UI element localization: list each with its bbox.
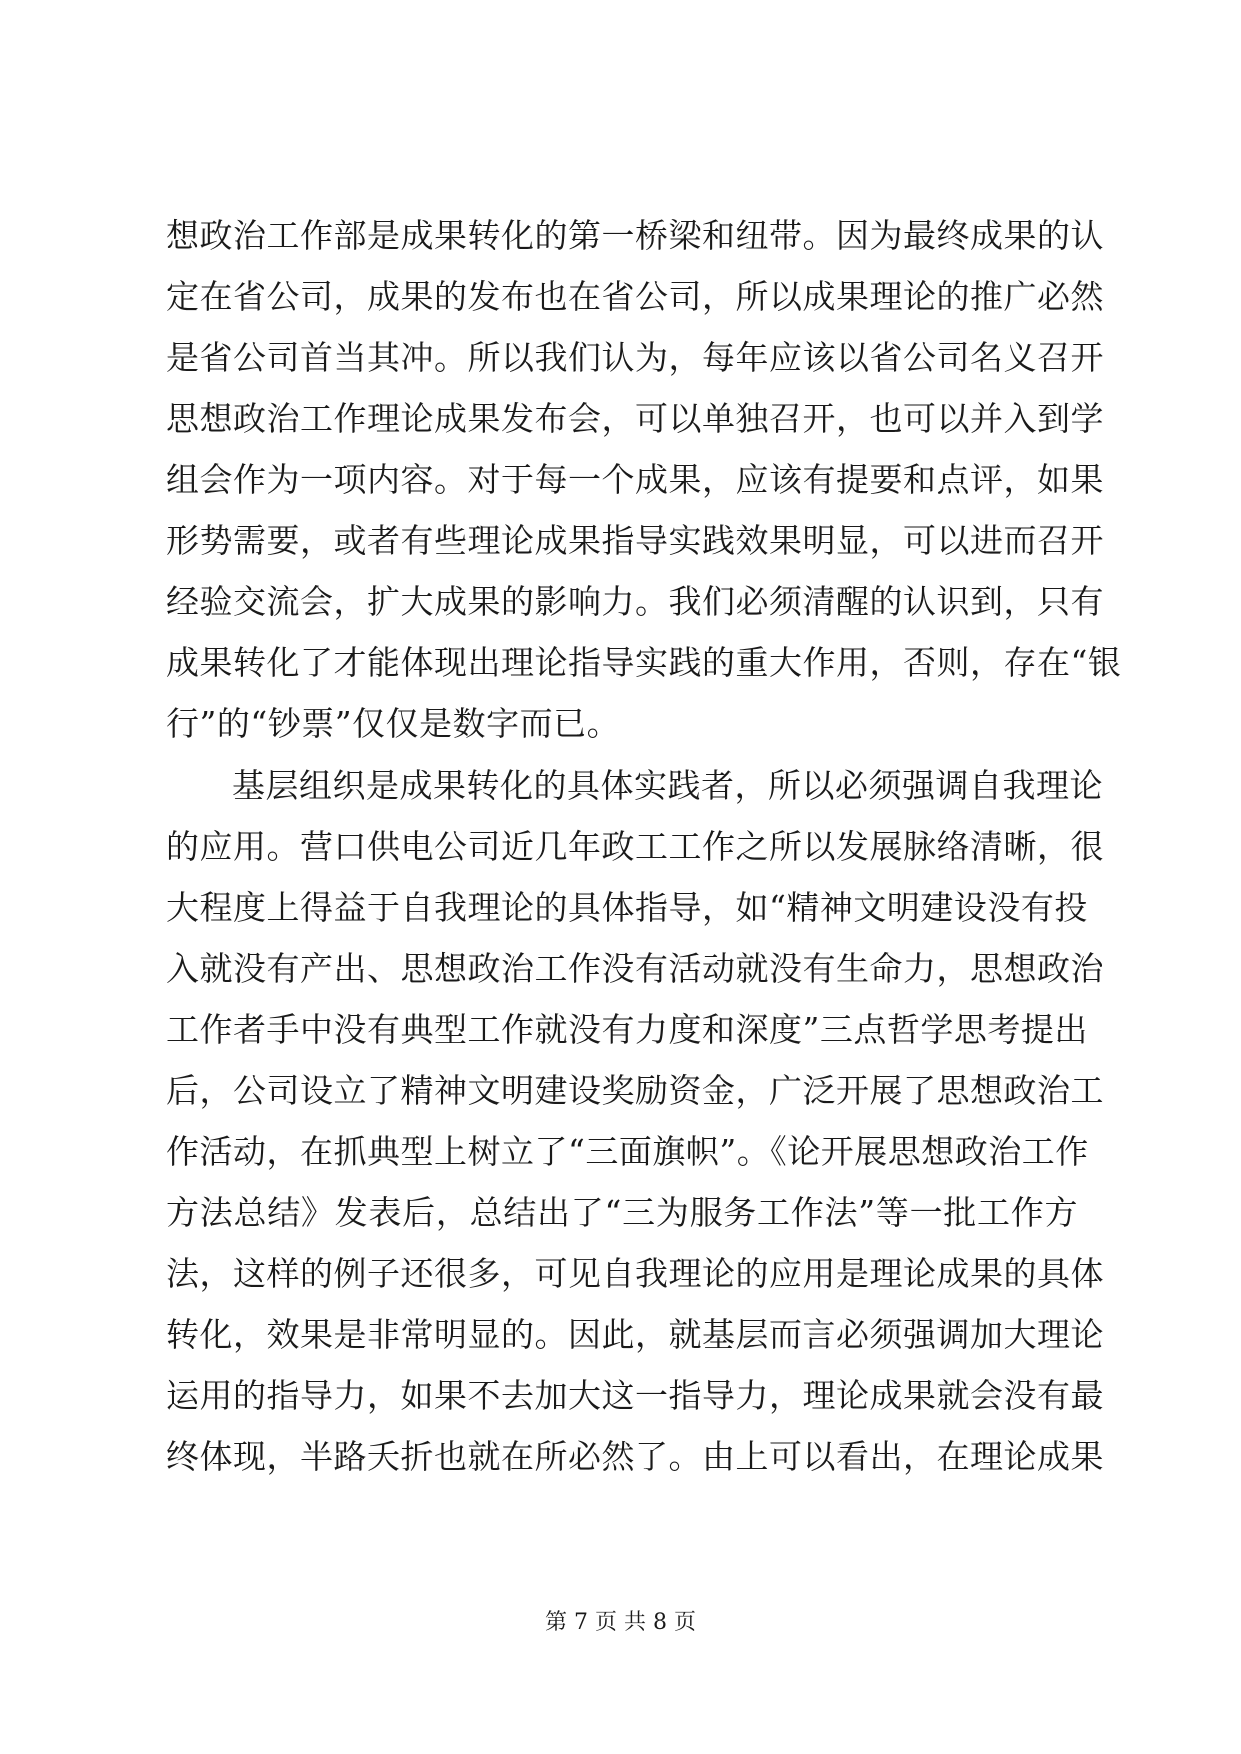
- text-line: 工作者手中没有典型工作就没有力度和深度”三点哲学思考提出: [166, 1010, 1088, 1049]
- text-line: 经验交流会，扩大成果的影响力。我们必须清醒的认识到，只有: [166, 582, 1104, 621]
- text-line: 行”的“钞票”仅仅是数字而已。: [166, 704, 621, 743]
- text-line: 转化，效果是非常明显的。因此，就基层而言必须强调加大理论: [166, 1315, 1104, 1354]
- page-number-label: 第 7 页 共 8 页: [545, 1610, 696, 1635]
- text-line: 的应用。营口供电公司近几年政工工作之所以发展脉络清晰，很: [166, 827, 1104, 866]
- text-line: 想政治工作部是成果转化的第一桥梁和纽带。因为最终成果的认: [166, 216, 1104, 255]
- text-line: 终体现，半路夭折也就在所必然了。由上可以看出，在理论成果: [166, 1437, 1104, 1476]
- text-line: 思想政治工作理论成果发布会，可以单独召开，也可以并入到学: [166, 399, 1104, 438]
- text-line: 定在省公司，成果的发布也在省公司，所以成果理论的推广必然: [166, 277, 1104, 316]
- text-line: 组会作为一项内容。对于每一个成果，应该有提要和点评，如果: [166, 460, 1104, 499]
- page-footer: [0, 1608, 1241, 1638]
- text-line: 入就没有产出、思想政治工作没有活动就没有生命力，思想政治: [166, 949, 1104, 988]
- paragraph-first-line: 基层组织是成果转化的具体实践者，所以必须强调自我理论: [232, 766, 1103, 805]
- text-line: 大程度上得益于自我理论的具体指导，如“精神文明建设没有投: [166, 888, 1088, 927]
- text-line: 是省公司首当其冲。所以我们认为，每年应该以省公司名义召开: [166, 338, 1104, 377]
- text-line: 形势需要，或者有些理论成果指导实践效果明显，可以进而召开: [166, 521, 1104, 560]
- text-line: 方法总结》发表后，总结出了“三为服务工作法”等一批工作方: [166, 1193, 1078, 1232]
- text-line: 运用的指导力，如果不去加大这一指导力，理论成果就会没有最: [166, 1376, 1104, 1415]
- text-line: 作活动，在抓典型上树立了“三面旗帜”。《论开展思想政治工作: [166, 1132, 1089, 1171]
- text-line: 法，这样的例子还很多，可见自我理论的应用是理论成果的具体: [166, 1254, 1104, 1293]
- text-line: 后，公司设立了精神文明建设奖励资金，广泛开展了思想政治工: [166, 1071, 1104, 1110]
- text-line: 成果转化了才能体现出理论指导实践的重大作用，否则，存在“银: [166, 643, 1122, 682]
